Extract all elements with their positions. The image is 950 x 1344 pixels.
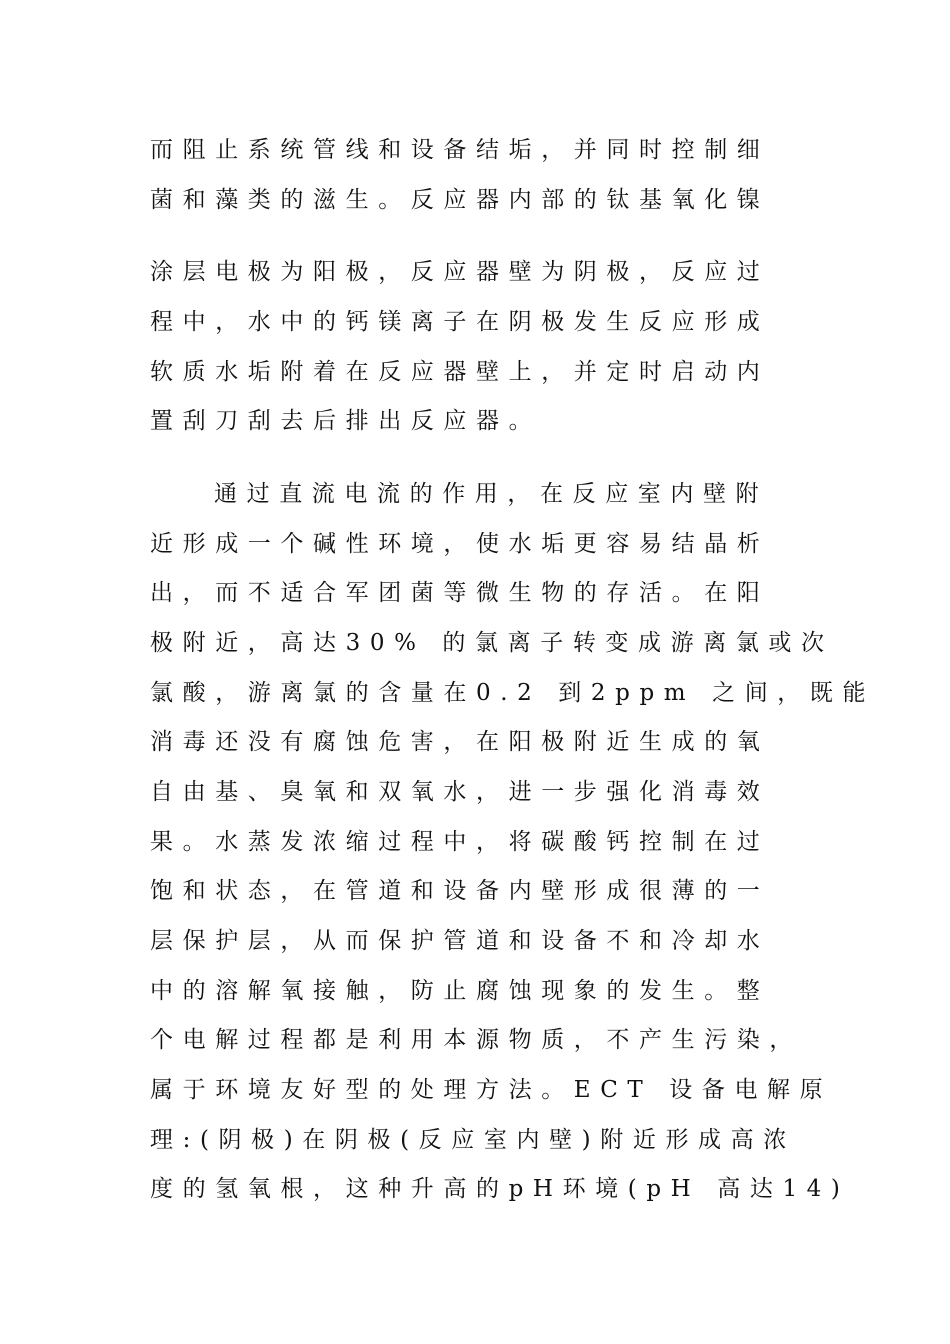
text-line: 菌和藻类的滋生。反应器内部的钛基氧化镍 [150,187,770,213]
text-line: 出，而不适合军团菌等微生物的存活。在阳 [150,580,770,606]
text-line: 饱和状态，在管道和设备内壁形成很薄的一 [150,878,770,904]
text-line: 程中，水中的钙镁离子在阴极发生反应形成 [150,309,770,335]
text-line: 自由基、臭氧和双氧水，进一步强化消毒效 [150,779,770,805]
text-line: 属于环境友好型的处理方法。ECT 设备电解原 [150,1077,833,1103]
text-line: 个电解过程都是利用本源物质，不产生污染， [150,1027,802,1053]
text-line: 近形成一个碱性环境，使水垢更容易结晶析 [150,531,770,557]
text-line: 极附近，高达30% 的氯离子转变成游离氯或次 [150,630,834,656]
text-line: 软质水垢附着在反应器壁上，并定时启动内 [150,359,770,385]
text-line: 氯酸，游离氯的含量在0.2 到2ppm 之间，既能 [150,680,876,706]
text-line: 而阻止系统管线和设备结垢，并同时控制细 [150,137,770,163]
text-line: 度的氢氧根，这种升高的pH环境(pH 高达14) [150,1176,850,1202]
text-line: 消毒还没有腐蚀危害，在阳极附近生成的氧 [150,729,770,755]
text-line: 果。水蒸发浓缩过程中，将碳酸钙控制在过 [150,829,770,855]
text-line: 涂层电极为阳极，反应器壁为阴极，反应过 [150,259,770,285]
text-line: 通过直流电流的作用，在反应室内壁附 [214,481,769,507]
text-line: 理:(阴极)在阴极(反应室内壁)附近形成高浓 [150,1127,796,1153]
text-line: 中的溶解氧接触，防止腐蚀现象的发生。整 [150,978,770,1004]
text-line: 层保护层，从而保护管道和设备不和冷却水 [150,928,770,954]
text-line: 置刮刀刮去后排出反应器。 [150,408,542,434]
